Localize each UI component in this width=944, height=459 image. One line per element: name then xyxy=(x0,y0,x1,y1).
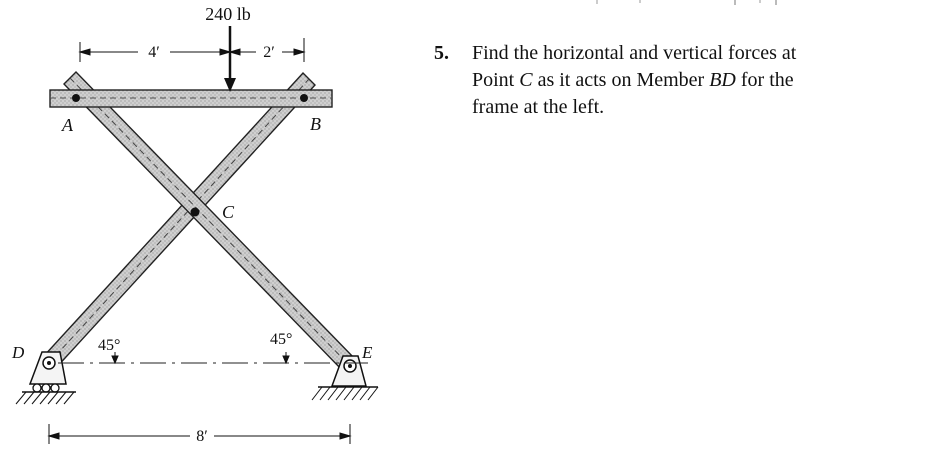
angle-label-right: 45° xyxy=(270,331,293,348)
label-point-e: E xyxy=(362,343,373,362)
pin-b xyxy=(300,94,308,102)
angle-marker-right xyxy=(283,352,289,363)
problem-line-3: frame at the left. xyxy=(472,96,605,118)
dimension-label-right: 2′ xyxy=(263,44,275,61)
pin-a xyxy=(72,94,80,102)
problem-statement xyxy=(434,40,914,121)
dimension-label-left: 4′ xyxy=(148,44,160,61)
load-arrow xyxy=(224,26,236,92)
label-point-a: A xyxy=(62,115,73,135)
member-bd xyxy=(43,73,315,369)
top-member xyxy=(50,90,332,107)
load-label: 240 lb xyxy=(205,4,251,24)
label-point-c: C xyxy=(222,202,235,222)
angle-label-left: 45° xyxy=(98,337,121,354)
member-reference: BD xyxy=(709,69,736,91)
dimension-label-bottom: 8′ xyxy=(196,428,208,445)
problem-line-1: Find the horizontal and vertical forces at xyxy=(472,42,797,64)
label-point-d: D xyxy=(12,343,25,362)
label-point-b: B xyxy=(310,114,321,134)
pin-c xyxy=(191,208,200,217)
problem-number: 5. xyxy=(434,42,449,64)
point-reference: C xyxy=(519,69,533,91)
problem-text xyxy=(472,40,914,121)
frame-diagram xyxy=(0,0,420,459)
roller-support-d xyxy=(16,352,76,404)
problem-line-2: Point C as it acts on Member BD for the xyxy=(472,69,794,91)
